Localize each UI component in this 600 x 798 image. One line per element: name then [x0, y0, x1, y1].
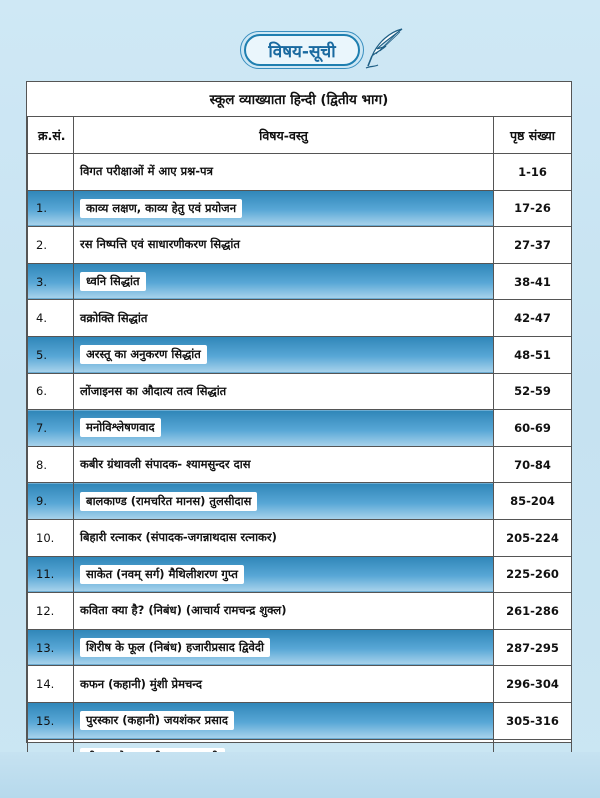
row-page-range: 70-84 [494, 446, 572, 483]
row-topic: रस निष्पत्ति एवं साधारणीकरण सिद्धांत [80, 235, 246, 254]
table-row [28, 336, 572, 373]
bottom-margin [0, 752, 600, 798]
row-number: 13. [28, 629, 74, 666]
row-page-range: 296-304 [494, 666, 572, 703]
row-number: 15. [28, 702, 74, 739]
row-topic-cell [74, 556, 494, 593]
row-number: 6. [28, 373, 74, 410]
row-page-range: 261-286 [494, 593, 572, 630]
row-topic: बिहारी रत्नाकर (संपादक-जगन्नाथदास रत्नाकर) [80, 528, 283, 547]
table-row [28, 519, 572, 556]
column-header-topic: विषय-वस्तु [74, 117, 494, 154]
row-number: 7. [28, 410, 74, 447]
row-page-range: 305-316 [494, 702, 572, 739]
toc-badge [244, 34, 360, 66]
row-topic: पुरस्कार (कहानी) जयशंकर प्रसाद [80, 711, 234, 730]
toc-badge-label: विषय-सूची [268, 41, 336, 62]
row-page-range: 225-260 [494, 556, 572, 593]
table-row [28, 556, 572, 593]
row-number: 4. [28, 300, 74, 337]
row-page-range: 85-204 [494, 483, 572, 520]
row-number: 11. [28, 556, 74, 593]
row-page-range: 205-224 [494, 519, 572, 556]
table-row [28, 483, 572, 520]
row-page-range: 48-51 [494, 336, 572, 373]
row-topic-cell [74, 483, 494, 520]
row-page-range: 52-59 [494, 373, 572, 410]
table-row [28, 629, 572, 666]
row-topic-cell [74, 373, 494, 410]
row-topic: बालकाण्ड (रामचरित मानस) तुलसीदास [80, 492, 257, 511]
row-number: 5. [28, 336, 74, 373]
toc-sheet [26, 81, 572, 743]
table-row [28, 446, 572, 483]
row-number: 14. [28, 666, 74, 703]
row-topic-cell [74, 410, 494, 447]
row-topic: कबीर ग्रंथावली संपादक- श्यामसुन्दर दास [80, 455, 256, 474]
row-number: 12. [28, 593, 74, 630]
row-topic-cell [74, 666, 494, 703]
row-topic-cell [74, 154, 494, 191]
table-row [28, 373, 572, 410]
row-topic: अरस्तू का अनुकरण सिद्धांत [80, 345, 207, 364]
row-topic: कविता क्या है? (निबंध) (आचार्य रामचन्द्र शुक्ल) [80, 601, 292, 620]
row-number: 3. [28, 263, 74, 300]
row-topic-cell [74, 227, 494, 264]
table-row [28, 702, 572, 739]
row-topic-cell [74, 702, 494, 739]
table-row [28, 263, 572, 300]
row-topic-cell [74, 629, 494, 666]
row-topic-cell [74, 190, 494, 227]
row-page-range: 287-295 [494, 629, 572, 666]
table-header-row [28, 117, 572, 154]
row-topic: कफन (कहानी) मुंशी प्रेमचन्द [80, 675, 208, 694]
row-topic-cell [74, 336, 494, 373]
row-page-range: 1-16 [494, 154, 572, 191]
row-topic: वक्रोक्ति सिद्धांत [80, 309, 153, 328]
table-row [28, 666, 572, 703]
row-topic: शिरीष के फूल (निबंध) हजारीप्रसाद द्विवेदी [80, 638, 270, 657]
row-topic: ध्वनि सिद्धांत [80, 272, 146, 291]
row-number: 1. [28, 190, 74, 227]
row-number: 10. [28, 519, 74, 556]
table-row [28, 190, 572, 227]
toc-table [27, 116, 572, 776]
row-page-range: 60-69 [494, 410, 572, 447]
quill-pen-icon [362, 26, 406, 70]
row-topic: काव्य लक्षण, काव्य हेतु एवं प्रयोजन [80, 199, 242, 218]
row-topic-cell [74, 519, 494, 556]
row-page-range: 38-41 [494, 263, 572, 300]
row-topic-cell [74, 446, 494, 483]
table-row [28, 154, 572, 191]
table-row [28, 300, 572, 337]
row-topic: मनोविश्लेषणवाद [80, 418, 161, 437]
column-header-number: क्र.सं. [28, 117, 74, 154]
row-number [28, 154, 74, 191]
row-topic: लोंजाइनस का औदात्य तत्व सिद्धांत [80, 382, 232, 401]
toc-body [28, 154, 572, 776]
row-number: 9. [28, 483, 74, 520]
table-row [28, 593, 572, 630]
row-topic-cell [74, 263, 494, 300]
row-topic: विगत परीक्षाओं में आए प्रश्न-पत्र [80, 162, 219, 181]
toc-heading [238, 24, 408, 70]
table-row [28, 410, 572, 447]
row-topic-cell [74, 300, 494, 337]
row-page-range: 27-37 [494, 227, 572, 264]
row-topic: साकेत (नवम् सर्ग) मैथिलीशरण गुप्त [80, 565, 244, 584]
row-topic-cell [74, 593, 494, 630]
row-page-range: 17-26 [494, 190, 572, 227]
table-row [28, 227, 572, 264]
row-number: 2. [28, 227, 74, 264]
document-title: स्कूल व्याख्याता हिन्दी (द्वितीय भाग) [27, 82, 571, 117]
column-header-pages: पृष्ठ संख्या [494, 117, 572, 154]
row-number: 8. [28, 446, 74, 483]
row-page-range: 42-47 [494, 300, 572, 337]
